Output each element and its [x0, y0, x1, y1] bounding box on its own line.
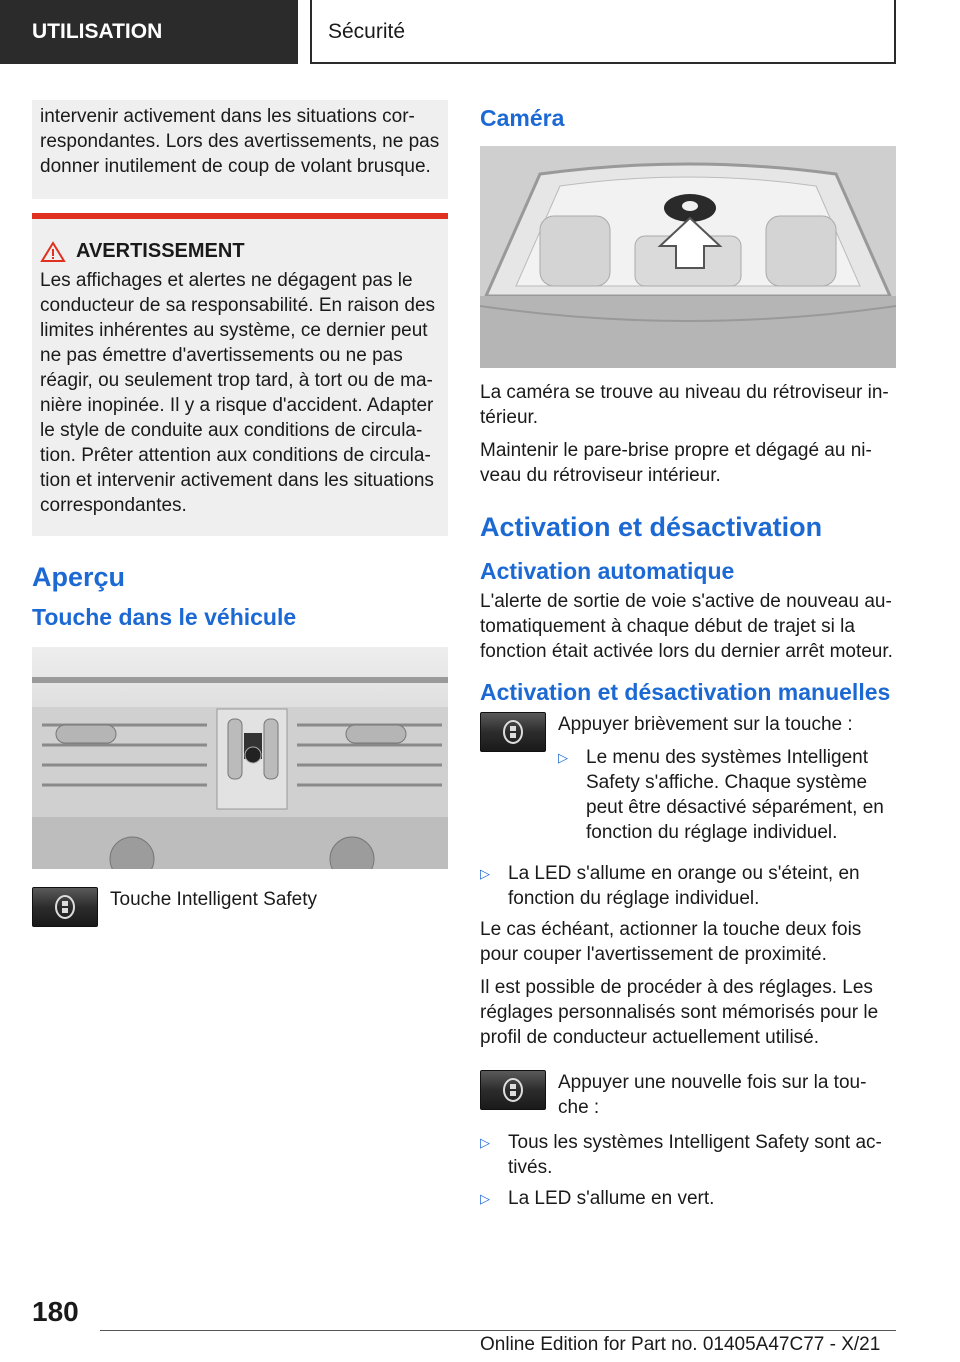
intelligent-safety-icon: [502, 1077, 524, 1103]
bullet-led-orange-text: La LED s'allume en orange ou s'éteint, en fonction du réglage individuel.: [508, 863, 860, 909]
warning-icon: [40, 241, 66, 263]
camera-clean-text: Maintenir le pare-brise propre et dégagé au ni-veau du rétroviseur intérieur.: [480, 440, 872, 486]
intro-text: intervenir activement dans les situations cor-respondantes. Lors des avertissements, ne pas donner inutilement de coup de volant brusque.: [40, 106, 440, 177]
intelligent-safety-icon: [502, 719, 524, 745]
heading-overview: Aperçu: [32, 562, 126, 592]
press-short-text: Appuyer brièvement sur la touche :: [558, 714, 853, 735]
bullet-all-on-text: Tous les systèmes Intelligent Safety sont ac-tivés.: [508, 1132, 882, 1178]
camera-location-text: La caméra se trouve au niveau du rétroviseur in-térieur.: [480, 382, 889, 428]
windshield-illustration: [480, 146, 896, 368]
dashboard-illustration: [32, 647, 448, 869]
camera-figure: [480, 146, 896, 368]
intelligent-safety-button[interactable]: [480, 712, 546, 752]
heading-activation: Activation et désactivation: [480, 512, 823, 542]
press-again-row: [480, 1070, 896, 1120]
heading-camera: Caméra: [480, 105, 565, 131]
footer-edition: Online Edition for Part no. 01405A47C77 - X/21: [480, 1334, 881, 1355]
warning-box: [32, 213, 448, 536]
automatic-activation-text: L'alerte de sortie de voie s'active de nouveau au-tomatiquement à chaque début de trajet si la fonction était activée lors du dernier arrêt moteur.: [480, 591, 893, 662]
page-number: 180: [32, 1296, 79, 1327]
settings-text: Il est possible de procéder à des réglages. Les réglages personnalisés sont mémorisés pour le profil de conducteur actuellement utilisé.: [480, 977, 879, 1048]
list-item: [558, 745, 896, 845]
intelligent-safety-icon: [54, 894, 76, 920]
list-item: [480, 861, 896, 911]
triangle-bullet-icon: ▷: [480, 1135, 490, 1150]
list-item: [480, 1186, 896, 1211]
dashboard-figure: [32, 647, 448, 869]
list-item: [480, 1130, 896, 1180]
footer-divider: [100, 1330, 896, 1331]
header-section: UTILISATION: [0, 0, 298, 64]
heading-automatic-activation: Activation automatique: [480, 558, 735, 584]
button-caption-row: [32, 887, 448, 927]
left-column: [32, 100, 448, 937]
header-chapter: Sécurité: [310, 0, 896, 64]
right-column: [480, 100, 896, 1217]
button-caption: Touche Intelligent Safety: [110, 889, 318, 910]
press-twice-text: Le cas échéant, actionner la touche deux fois pour couper l'avertissement de proximité.: [480, 919, 862, 965]
triangle-bullet-icon: ▷: [480, 866, 490, 881]
bullet-menu-text: Le menu des systèmes Intelligent Safety s'affiche. Chaque système peut être désactivé séparément, en fonction du réglage individuel.: [586, 747, 884, 843]
heading-manual-activation: Activation et désactivation manuelles: [480, 679, 891, 705]
bullet-led-green-text: La LED s'allume en vert.: [508, 1188, 715, 1209]
intro-box: [32, 100, 448, 199]
intelligent-safety-button[interactable]: [480, 1070, 546, 1110]
triangle-bullet-icon: ▷: [558, 750, 568, 765]
intelligent-safety-button[interactable]: [32, 887, 98, 927]
warning-title: AVERTISSEMENT: [76, 240, 245, 262]
triangle-bullet-icon: ▷: [480, 1191, 490, 1206]
press-again-text: Appuyer une nouvelle fois sur la tou-che :: [558, 1072, 867, 1118]
press-short-row: [480, 712, 896, 851]
warning-body: Les affichages et alertes ne dégagent pas le conducteur de sa responsabilité. En raison des limites inhérentes au système, ce dernier peut ne pas émettre d'avertissements ou ne pas réagir, ou seulement trop tard, à tort ou de ma-nière inopinée. Il y a risque d'accident. Adapter le style de conduite aux conditions de circula-tion. Prêter attention aux conditions de circula-tion et intervenir activement dans les situations correspondantes.: [40, 270, 436, 516]
heading-button-in-vehicle: Touche dans le véhicule: [32, 604, 297, 630]
